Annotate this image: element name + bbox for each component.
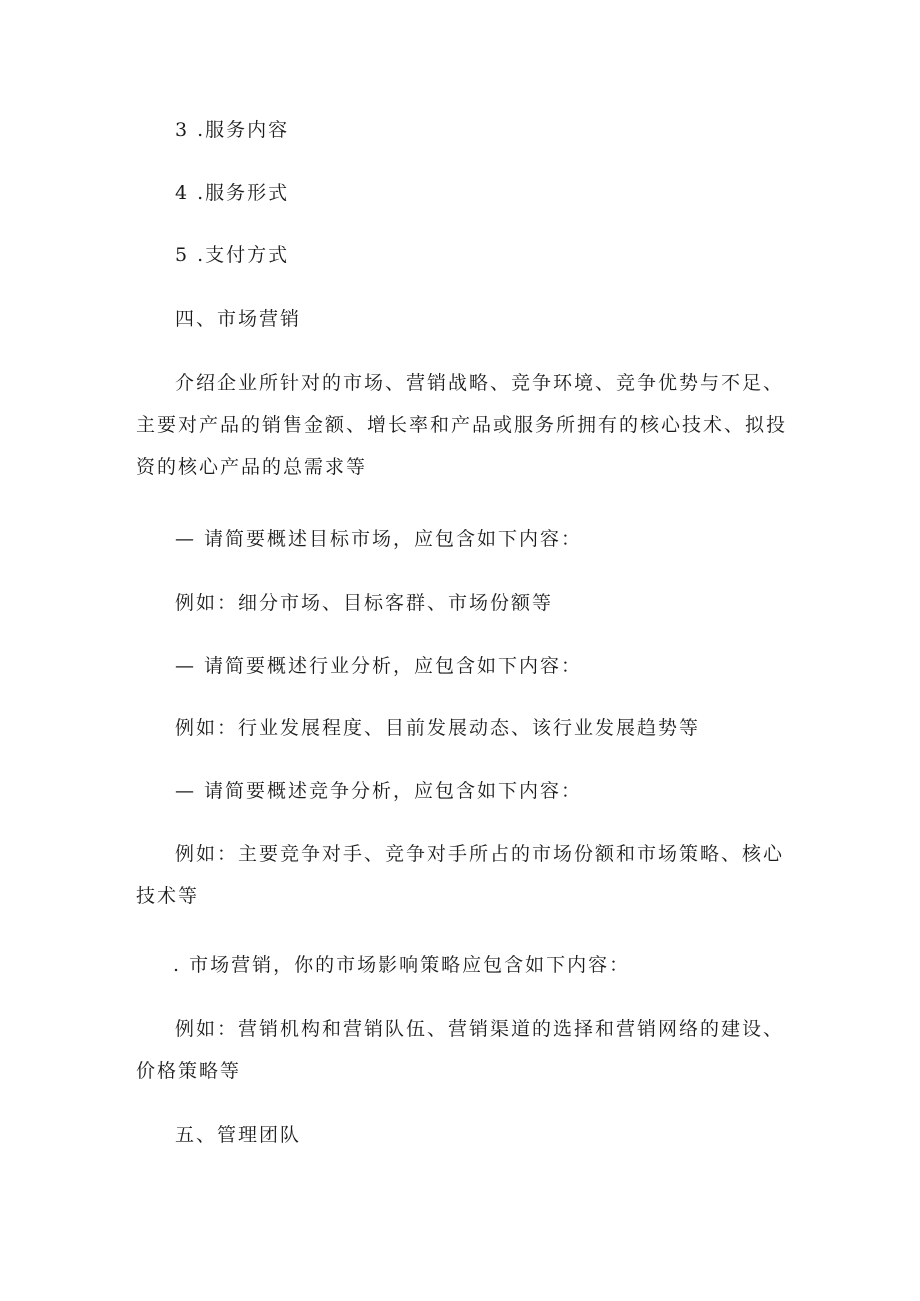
example-marketing-strategy: 例如：营销机构和营销队伍、营销渠道的选择和营销网络的建设、价格策略等: [136, 1018, 785, 1082]
example-competition-analysis: 例如：主要竞争对手、竞争对手所占的市场份额和市场策略、核心技术等: [136, 843, 785, 907]
list-item-service-content: 3 .服务内容: [175, 119, 290, 141]
example-industry-analysis: 例如：行业发展程度、目前发展动态、该行业发展趋势等: [175, 717, 701, 739]
section-heading-management-team: 五、管理团队: [175, 1124, 302, 1146]
example-target-market: 例如：细分市场、目标客群、市场份额等: [175, 592, 554, 614]
section-heading-marketing: 四、市场营销: [175, 308, 302, 330]
list-item-service-form: 4 .服务形式: [175, 182, 290, 204]
prompt-target-market: — 请简要概述目标市场，应包含如下内容：: [175, 528, 583, 550]
prompt-industry-analysis: — 请简要概述行业分析，应包含如下内容：: [175, 655, 583, 677]
list-item-payment-method: 5 .支付方式: [175, 244, 290, 266]
paragraph-marketing-intro: 介绍企业所针对的市场、营销战略、竞争环境、竞争优势与不足、主要对产品的销售金额、增长率和产品或服务所拥有的核心技术、拟投资的核心产品的总需求等: [136, 372, 788, 478]
prompt-marketing-strategy: . 市场营销，你的市场影响策略应包含如下内容：: [173, 954, 631, 976]
prompt-competition-analysis: — 请简要概述竞争分析，应包含如下内容：: [175, 780, 583, 802]
